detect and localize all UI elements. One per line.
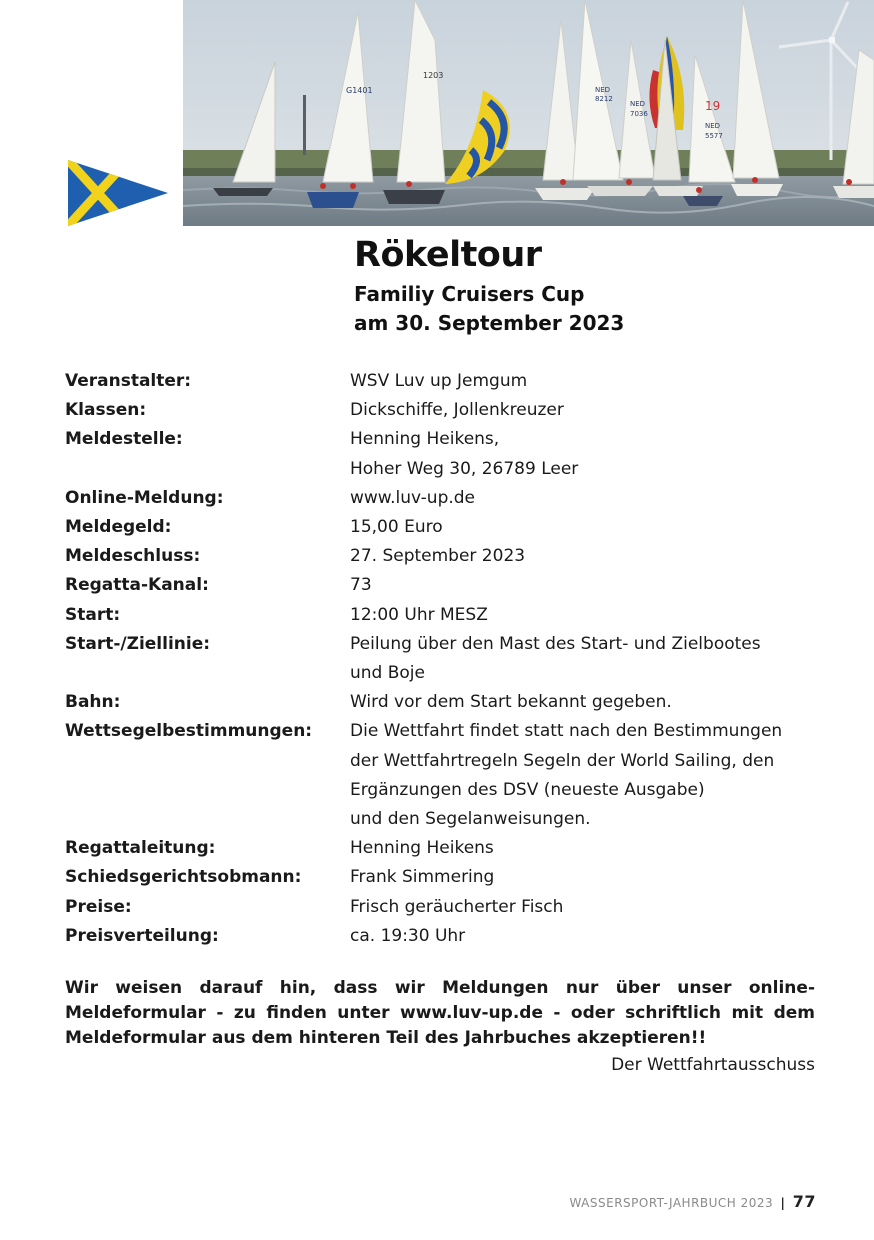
- detail-value-line: Henning Heikens,: [350, 429, 500, 450]
- club-pennant-flag: [68, 160, 168, 226]
- detail-value: [350, 396, 825, 425]
- detail-value-line: der Wettfahrtregeln Segeln der World Sailing, den: [350, 750, 775, 771]
- detail-label: Meldegeld:: [65, 517, 172, 538]
- detail-label: Preise:: [65, 896, 132, 917]
- event-date: am 30. September 2023: [354, 311, 625, 335]
- event-details-list: [65, 367, 825, 951]
- detail-value-line: Die Wettfahrt findet statt nach den Bestimmungen: [350, 721, 783, 742]
- detail-value: [350, 717, 825, 834]
- detail-label: Start-/Ziellinie:: [65, 633, 211, 654]
- detail-label: Klassen:: [65, 400, 147, 421]
- detail-row: [65, 688, 825, 717]
- svg-text:1203: 1203: [423, 71, 444, 80]
- detail-label: Preisverteilung:: [65, 925, 219, 946]
- detail-value: [350, 922, 825, 951]
- detail-value-line: Frisch geräucherter Fisch: [350, 896, 564, 917]
- detail-value-line: Hoher Weg 30, 26789 Leer: [350, 458, 579, 479]
- detail-value: [350, 367, 825, 396]
- detail-value-line: Peilung über den Mast des Start- und Zielbootes: [350, 633, 761, 654]
- detail-value-line: Henning Heikens: [350, 838, 494, 859]
- detail-value: [350, 688, 825, 717]
- detail-value-line: 73: [350, 575, 372, 596]
- detail-row: [65, 425, 825, 483]
- detail-row: [65, 601, 825, 630]
- registration-notice: Wir weisen darauf hin, dass wir Meldungen nur über unser online-Meldeformular - zu finden unter www.luv-up.de - oder schriftlich mit dem Meldeformular aus dem hinteren Teil des Jahrbuches akzeptieren!!: [65, 978, 815, 1048]
- detail-label: Meldestelle:: [65, 429, 183, 450]
- online-registration-link[interactable]: www.luv-up.de: [350, 487, 476, 508]
- detail-value-line: ca. 19:30 Uhr: [350, 925, 466, 946]
- detail-value: [350, 484, 825, 513]
- detail-row: [65, 863, 825, 892]
- page-footer: [569, 1192, 816, 1211]
- page-title: Rökeltour: [354, 235, 542, 275]
- detail-value-line: WSV Luv up Jemgum: [350, 371, 528, 391]
- svg-text:8212: 8212: [595, 95, 613, 103]
- signature: Der Wettfahrtausschuss: [611, 1055, 815, 1075]
- detail-value-line: Dickschiffe, Jollenkreuzer: [350, 400, 564, 421]
- svg-text:NED: NED: [595, 86, 611, 94]
- detail-value: [350, 893, 825, 922]
- detail-value-line: 27. September 2023: [350, 546, 526, 567]
- svg-text:7036: 7036: [630, 110, 648, 118]
- svg-text:NED: NED: [630, 100, 646, 108]
- detail-value-line: Ergänzungen des DSV (neueste Ausgabe): [350, 779, 705, 800]
- detail-row: [65, 396, 825, 425]
- detail-row: [65, 922, 825, 951]
- detail-row: [65, 542, 825, 571]
- detail-row: [65, 630, 825, 688]
- detail-value-line: Wird vor dem Start bekannt gegeben.: [350, 692, 672, 713]
- detail-value-line: 15,00 Euro: [350, 517, 443, 538]
- page-number: 77: [792, 1192, 816, 1211]
- detail-label: Bahn:: [65, 692, 121, 713]
- header-photo-sailing-regatta: [183, 0, 874, 226]
- detail-label: Regattaleitung:: [65, 838, 216, 859]
- detail-label: Wettsegelbestimmungen:: [65, 721, 313, 742]
- detail-label: Online-Meldung:: [65, 487, 224, 508]
- detail-row: [65, 513, 825, 542]
- svg-text:NED: NED: [705, 122, 721, 130]
- detail-value: [350, 834, 825, 863]
- svg-text:19: 19: [705, 99, 721, 113]
- publication-name: WASSERSPORT-JAHRBUCH 2023: [569, 1196, 774, 1210]
- detail-row: [65, 893, 825, 922]
- detail-row: [65, 717, 825, 834]
- detail-value: [350, 863, 825, 892]
- detail-value: [350, 513, 825, 542]
- event-subtitle: Familiy Cruisers Cup: [354, 282, 585, 306]
- svg-text:G1401: G1401: [346, 86, 373, 95]
- detail-label: Veranstalter:: [65, 371, 192, 391]
- detail-label: Schiedsgerichtsobmann:: [65, 867, 302, 888]
- svg-text:5577: 5577: [705, 132, 723, 140]
- title-block: [354, 234, 624, 338]
- detail-value-line: und den Segelanweisungen.: [350, 809, 591, 830]
- detail-value: [350, 601, 825, 630]
- detail-label: Meldeschluss:: [65, 546, 201, 567]
- detail-value: [350, 542, 825, 571]
- detail-row: [65, 367, 825, 396]
- detail-value-line: 12:00 Uhr MESZ: [350, 604, 488, 625]
- detail-label: Start:: [65, 604, 121, 625]
- footer-separator: |: [780, 1196, 786, 1210]
- detail-value-line: und Boje: [350, 663, 425, 684]
- detail-value: [350, 571, 825, 600]
- detail-row: [65, 484, 825, 513]
- detail-label: Regatta-Kanal:: [65, 575, 209, 596]
- detail-row: [65, 571, 825, 600]
- detail-row: [65, 834, 825, 863]
- detail-value-line: Frank Simmering: [350, 867, 495, 888]
- detail-value: [350, 630, 825, 688]
- detail-value: [350, 425, 825, 483]
